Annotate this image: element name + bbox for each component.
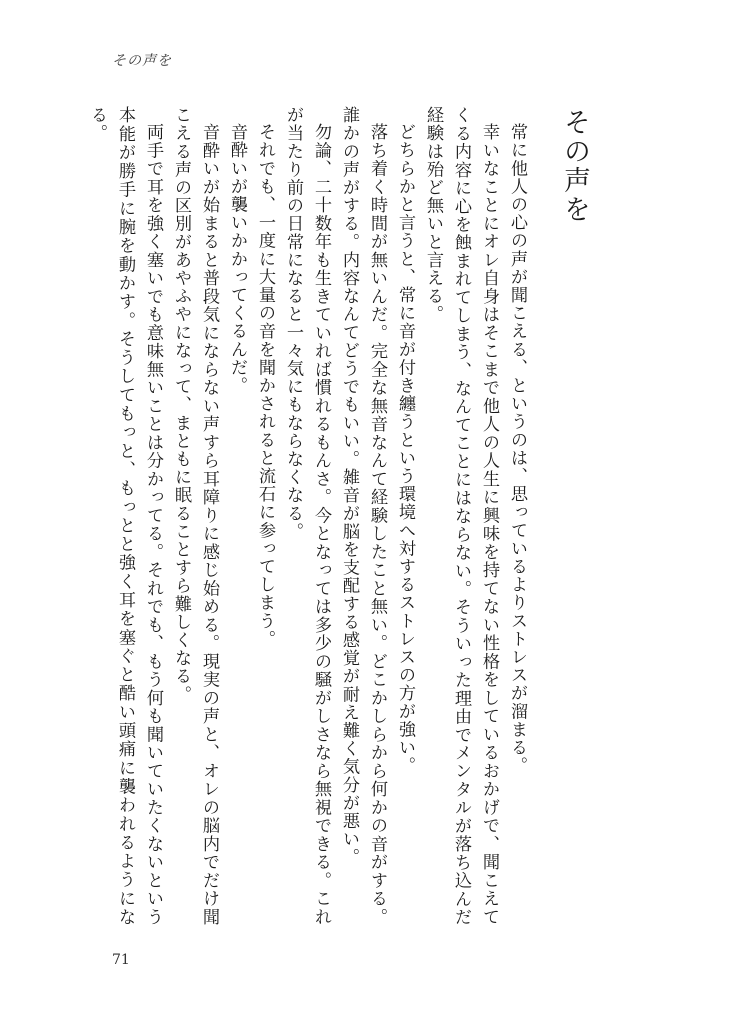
paragraph: 音酔いが始まると普段気にならない声すら耳障りに感じ始める。現実の声と、オレの脳内でだけ聞こえる声の区別があやふやになって、まともに眠ることすら難しくなる。 xyxy=(171,106,219,926)
page-number: 71 xyxy=(112,952,130,968)
paragraph: 常に他人の心の声が聞こえる、というのは、思っているよりストレスが溜まる。 xyxy=(507,123,527,775)
paragraph: それでも、一度に大量の音を聞かされると流石に参ってしまう。 xyxy=(255,123,275,649)
chapter-title: その声を xyxy=(559,108,590,224)
paragraph: 音酔いが襲いかかってくるんだ。 xyxy=(227,123,247,395)
paragraph: 落ち着く時間が無いんだ。完全な無音なんて経験したこと無い。どこかしらから何かの音がする。誰かの声がする。内容なんてどうでもいい。雑音が脳を支配する感覚が耐え難く気分が悪い。 xyxy=(339,106,387,926)
paragraph: 勿論、二十数年も生きていれば慣れるもんさ。今となっては多少の騒がしさなら無視できる。これが当たり前の日常になると一々気にもならなくなる。 xyxy=(283,106,331,926)
paragraph: どちらかと言うと、常に音が付き纏うという環境へ対するストレスの方が強い。 xyxy=(395,123,415,775)
running-head: その声を xyxy=(112,53,172,69)
paragraph: 幸いなことにオレ自身はそこまで他人の人生に興味を持てない性格をしているおかげで、聞こえてくる内容に心を蝕まれてしまう、なんてことにはならない。そういった理由でメンタルが落ち込んだ経験は殆ど無いと言える。 xyxy=(423,106,499,926)
body-text xyxy=(83,106,531,926)
paragraph: 両手で耳を強く塞いでも意味無いことは分かってる。それでも、もう何も聞いていたくないという本能が勝手に腕を動かす。そうしてもっと、もっとと強く耳を塞ぐと酷い頭痛に襲われるようになる。 xyxy=(87,106,163,926)
